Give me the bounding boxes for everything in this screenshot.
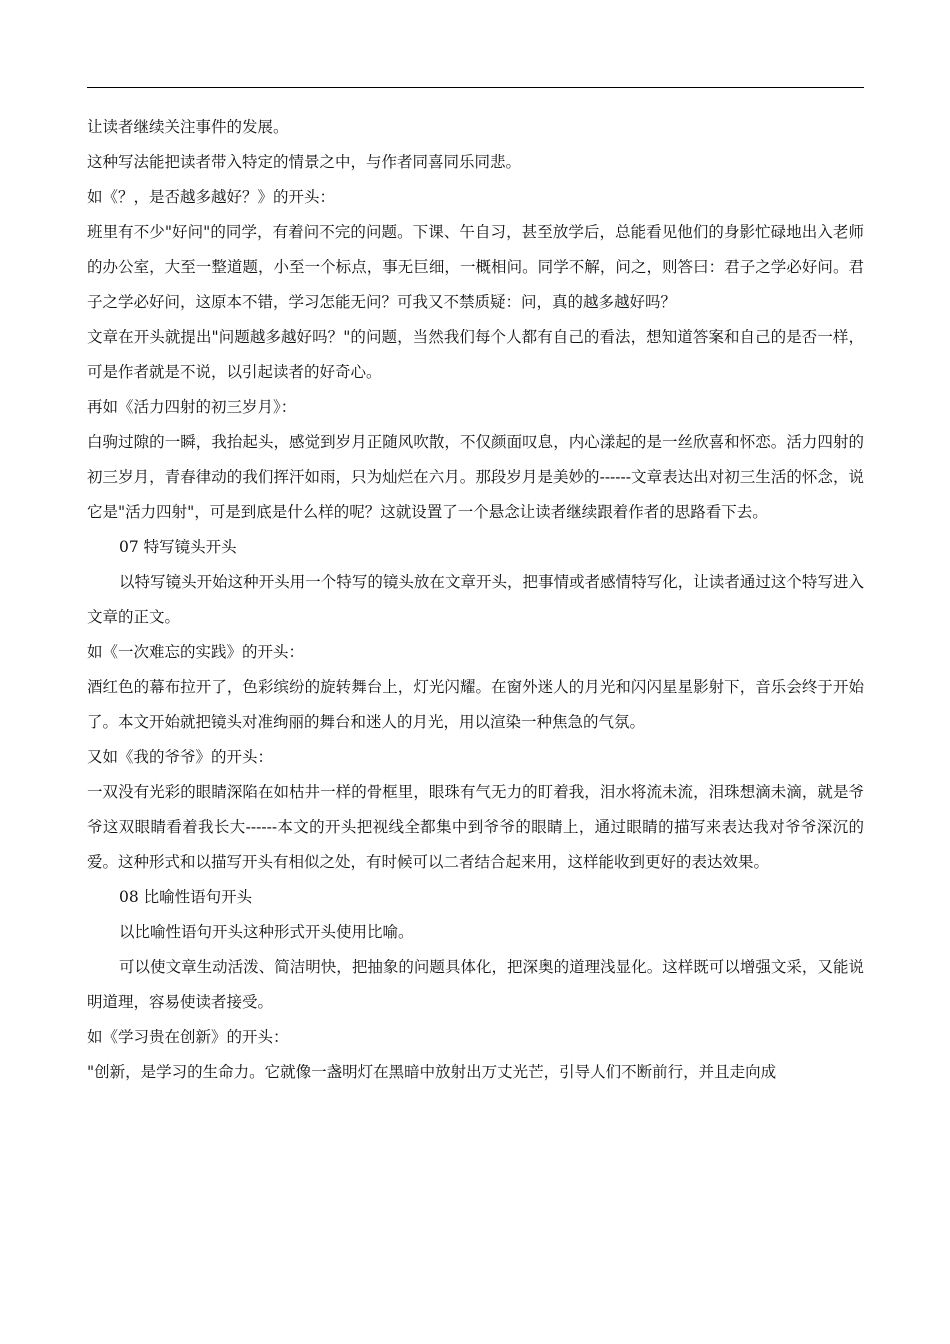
paragraph: 如《？，是否越多越好？》的开头： — [87, 188, 336, 206]
paragraph: 酒红色的幕布拉开了，色彩缤纷的旋转舞台上，灯光闪耀。在窗外迷人的月光和闪闪星星影射下，音乐会终于开始了。本文开始就把镜头对准绚丽的舞台和迷人的月光，用以渲染一种焦急的气氛。 — [87, 678, 864, 731]
paragraph: 班里有不少"好问"的同学，有着问不完的问题。下课、午自习，甚至放学后，总能看见他们的身影忙碌地出入老师的办公室，大至一整道题，小至一个标点，事无巨细，一概相问。同学不解，问之，则答曰：君子之学必好问。君子之学必好问，这原本不错，学习怎能无问？可我又不禁质疑：问，真的越多越好吗？ — [87, 223, 864, 311]
section-heading: 07 特写镜头开头 — [119, 538, 237, 556]
paragraph: 一双没有光彩的眼睛深陷在如枯井一样的骨框里，眼珠有气无力的盯着我，泪水将流未流，泪珠想滴未滴，就是爷爷这双眼睛看着我长大------本文的开头把视线全都集中到爷爷的眼睛上，通过眼睛的描写来表达我对爷爷深沉的爱。这种形式和以描写开头有相似之处，有时候可以二者结合起来用，这样能收到更好的表达效果。 — [87, 783, 864, 871]
paragraph: 又如《我的爷爷》的开头： — [87, 748, 274, 766]
paragraph: 白驹过隙的一瞬，我抬起头，感觉到岁月正随风吹散，不仅颜面叹息，内心漾起的是一丝欣喜和怀恋。活力四射的初三岁月，青春律动的我们挥汗如雨，只为灿烂在六月。那段岁月是美妙的------文章表达出对初三生活的怀念，说它是"活力四射"，可是到底是什么样的呢？这就设置了一个悬念让读者继续跟着作者的思路看下去。 — [87, 433, 864, 521]
paragraph: 再如《活力四射的初三岁月》： — [87, 398, 297, 416]
paragraph: 让读者继续关注事件的发展。 — [87, 118, 289, 136]
paragraph: 可以使文章生动活泼、简洁明快，把抽象的问题具体化，把深奥的道理浅显化。这样既可以增强文采，又能说明道理，容易使读者接受。 — [87, 958, 864, 1011]
paragraph: 如《学习贵在创新》的开头： — [87, 1028, 289, 1046]
paragraph: "创新，是学习的生命力。它就像一盏明灯在黑暗中放射出万丈光芒，引导人们不断前行，并且走向成 — [87, 1063, 777, 1081]
paragraph: 如《一次难忘的实践》的开头： — [87, 643, 305, 661]
paragraph: 文章在开头就提出"问题越多越好吗？"的问题，当然我们每个人都有自己的看法，想知道答案和自己的是否一样，可是作者就是不说，以引起读者的好奇心。 — [87, 328, 864, 381]
header-rule — [87, 87, 864, 88]
body-text — [87, 110, 864, 1090]
paragraph: 这种写法能把读者带入特定的情景之中，与作者同喜同乐同悲。 — [87, 153, 522, 171]
paragraph: 以比喻性语句开头这种形式开头使用比喻。 — [119, 923, 414, 941]
section-heading: 08 比喻性语句开头 — [119, 888, 253, 906]
paragraph: 以特写镜头开始这种开头用一个特写的镜头放在文章开头，把事情或者感情特写化，让读者通过这个特写进入文章的正文。 — [87, 573, 864, 626]
